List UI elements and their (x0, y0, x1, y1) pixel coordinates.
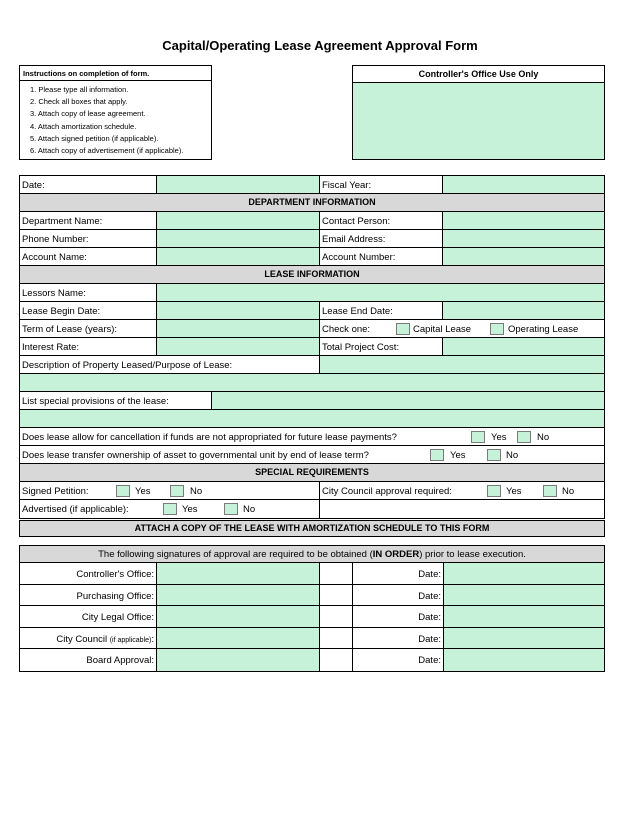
email-address-field[interactable] (443, 230, 604, 247)
controller-office-field[interactable] (353, 83, 604, 159)
instruction-item: 1. Please type all information. (30, 85, 129, 94)
fiscal-year-field[interactable] (443, 176, 604, 193)
signatures-header-text-end: ) prior to lease execution. (419, 549, 526, 560)
phone-number-field[interactable] (157, 230, 320, 247)
signature-row (20, 563, 604, 585)
petition-yes-checkbox[interactable] (116, 485, 130, 497)
capital-lease-checkbox[interactable] (396, 323, 410, 335)
instructions-box (19, 65, 212, 160)
advertised-blank-cell (320, 500, 604, 518)
lease-begin-field[interactable] (157, 302, 320, 319)
petition-yes-label: Yes (135, 486, 151, 497)
signature-row (20, 628, 604, 650)
instruction-item: 3. Attach copy of lease agreement. (30, 109, 146, 119)
signature-date-field[interactable] (444, 563, 604, 584)
signatures-header (20, 546, 604, 563)
date-field[interactable] (157, 176, 320, 193)
term-label: Term of Lease (years): (20, 320, 157, 337)
total-cost-label: Total Project Cost: (320, 338, 443, 355)
signature-spacer (320, 628, 353, 649)
interest-rate-field[interactable] (157, 338, 320, 355)
form-row-department (20, 212, 604, 230)
advertised-no-checkbox[interactable] (224, 503, 238, 515)
form-row-term (20, 320, 604, 338)
signature-date-label: Date: (353, 649, 444, 671)
advertised-label: Advertised (if applicable): (22, 504, 129, 515)
description-field[interactable] (20, 374, 604, 392)
department-section-header: DEPARTMENT INFORMATION (20, 194, 604, 212)
form-row-cancellation (20, 428, 604, 446)
lessors-name-label: Lessors Name: (20, 284, 157, 301)
signature-date-field[interactable] (444, 649, 604, 671)
signature-label-composite (20, 628, 157, 649)
interest-rate-label: Interest Rate: (20, 338, 157, 355)
council-yes-label: Yes (506, 486, 522, 497)
council-approval-label: City Council approval required: (322, 486, 452, 497)
advertised-no-label: No (243, 504, 256, 515)
term-field[interactable] (157, 320, 320, 337)
form-row-interest (20, 338, 604, 356)
form-row-advertised (20, 500, 604, 518)
department-name-field[interactable] (157, 212, 320, 229)
total-cost-field[interactable] (443, 338, 604, 355)
signature-field[interactable] (157, 563, 320, 584)
signed-petition-label: Signed Petition: (22, 486, 89, 497)
signed-petition-cell (20, 482, 320, 499)
form-row-date (20, 176, 604, 194)
lease-section-header: LEASE INFORMATION (20, 266, 604, 284)
special-provisions-field-inline[interactable] (212, 392, 604, 409)
cancellation-no-checkbox[interactable] (517, 431, 531, 443)
lease-end-label: Lease End Date: (320, 302, 443, 319)
signature-row (20, 606, 604, 628)
signature-label-note: (if applicable) (109, 636, 152, 644)
instruction-item: 6. Attach copy of advertisement (if applicable). (30, 146, 184, 156)
advertised-yes-label: Yes (182, 504, 198, 515)
fiscal-year-label: Fiscal Year: (320, 176, 443, 193)
signature-date-field[interactable] (444, 585, 604, 606)
form-row-provisions (20, 392, 604, 410)
email-address-label: Email Address: (320, 230, 443, 247)
signature-field[interactable] (157, 606, 320, 627)
account-number-label: Account Number: (320, 248, 443, 265)
operating-lease-checkbox[interactable] (490, 323, 504, 335)
form-row-account (20, 248, 604, 266)
cancellation-yes-checkbox[interactable] (471, 431, 485, 443)
instructions-heading: Instructions on completion of form. (20, 66, 211, 81)
signature-spacer (320, 585, 353, 606)
signature-row (20, 585, 604, 607)
signature-date-field[interactable] (444, 628, 604, 649)
signatures-table (19, 545, 605, 672)
instruction-item: 4. Attach amortization schedule. (30, 121, 137, 131)
operating-lease-label: Operating Lease (508, 324, 579, 335)
form-row-lessors (20, 284, 604, 302)
cancellation-no-label: No (537, 432, 550, 443)
description-field-inline[interactable] (320, 356, 604, 373)
form-row-petition (20, 482, 604, 500)
form-title: Capital/Operating Lease Agreement Approval Form (162, 38, 478, 53)
signature-date-label: Date: (353, 585, 444, 606)
signature-row (20, 649, 604, 671)
council-approval-cell (320, 482, 604, 499)
department-name-label: Department Name: (20, 212, 157, 229)
attach-notice: ATTACH A COPY OF THE LEASE WITH AMORTIZATION SCHEDULE TO THIS FORM (19, 520, 605, 537)
council-no-label: No (562, 486, 575, 497)
petition-no-checkbox[interactable] (170, 485, 184, 497)
instruction-item: 5. Attach signed petition (if applicable). (30, 133, 159, 143)
signatures-header-emphasis: IN ORDER (372, 549, 420, 560)
lease-end-field[interactable] (443, 302, 604, 319)
instruction-item: 2. Check all boxes that apply. (30, 97, 128, 107)
advertised-yes-checkbox[interactable] (163, 503, 177, 515)
council-no-checkbox[interactable] (543, 485, 557, 497)
signature-date-field[interactable] (444, 606, 604, 627)
instructions-list (20, 81, 211, 157)
transfer-no-checkbox[interactable] (487, 449, 501, 461)
signature-field[interactable] (157, 585, 320, 606)
signature-label: City Legal Office: (20, 606, 157, 627)
form-row-phone (20, 230, 604, 248)
signature-label: City Council (56, 633, 108, 645)
signature-spacer (320, 649, 353, 671)
signature-label-suffix: : (151, 633, 154, 645)
council-yes-checkbox[interactable] (487, 485, 501, 497)
cancellation-question: Does lease allow for cancellation if funds are not appropriated for future lease payments? (22, 432, 397, 443)
signatures-header-text: The following signatures of approval are required to be obtained ( (98, 549, 373, 560)
special-requirements-header: SPECIAL REQUIREMENTS (20, 464, 604, 482)
lease-begin-label: Lease Begin Date: (20, 302, 157, 319)
date-label: Date: (20, 176, 157, 193)
transfer-yes-label: Yes (450, 450, 466, 461)
description-label: Description of Property Leased/Purpose of Lease: (20, 356, 320, 373)
signature-date-label: Date: (353, 628, 444, 649)
form-row-transfer (20, 446, 604, 464)
special-provisions-field[interactable] (20, 410, 604, 428)
signature-label: Controller's Office: (20, 563, 157, 584)
account-name-field[interactable] (157, 248, 320, 265)
lease-form-table (19, 175, 605, 519)
signature-date-label: Date: (353, 606, 444, 627)
form-row-lease-dates (20, 302, 604, 320)
transfer-yes-checkbox[interactable] (430, 449, 444, 461)
petition-no-label: No (190, 486, 203, 497)
signature-label: Purchasing Office: (20, 585, 157, 606)
contact-person-field[interactable] (443, 212, 604, 229)
signature-field[interactable] (157, 628, 320, 649)
transfer-no-label: No (506, 450, 519, 461)
phone-number-label: Phone Number: (20, 230, 157, 247)
capital-lease-label: Capital Lease (413, 324, 472, 335)
signature-date-label: Date: (353, 563, 444, 584)
signature-spacer (320, 563, 353, 584)
check-one-label: Check one: (322, 324, 371, 335)
controller-office-heading: Controller's Office Use Only (353, 66, 604, 83)
signature-label: Board Approval: (20, 649, 157, 671)
signature-spacer (320, 606, 353, 627)
contact-person-label: Contact Person: (320, 212, 443, 229)
lessors-name-field[interactable] (157, 284, 604, 301)
form-row-description (20, 356, 604, 374)
cancellation-yes-label: Yes (491, 432, 507, 443)
lease-type-cell (320, 320, 604, 337)
special-provisions-label: List special provisions of the lease: (20, 392, 212, 409)
signature-field[interactable] (157, 649, 320, 671)
account-name-label: Account Name: (20, 248, 157, 265)
advertised-cell (20, 500, 320, 518)
account-number-field[interactable] (443, 248, 604, 265)
controller-office-box (352, 65, 605, 160)
transfer-question: Does lease transfer ownership of asset to governmental unit by end of lease term? (22, 450, 369, 461)
